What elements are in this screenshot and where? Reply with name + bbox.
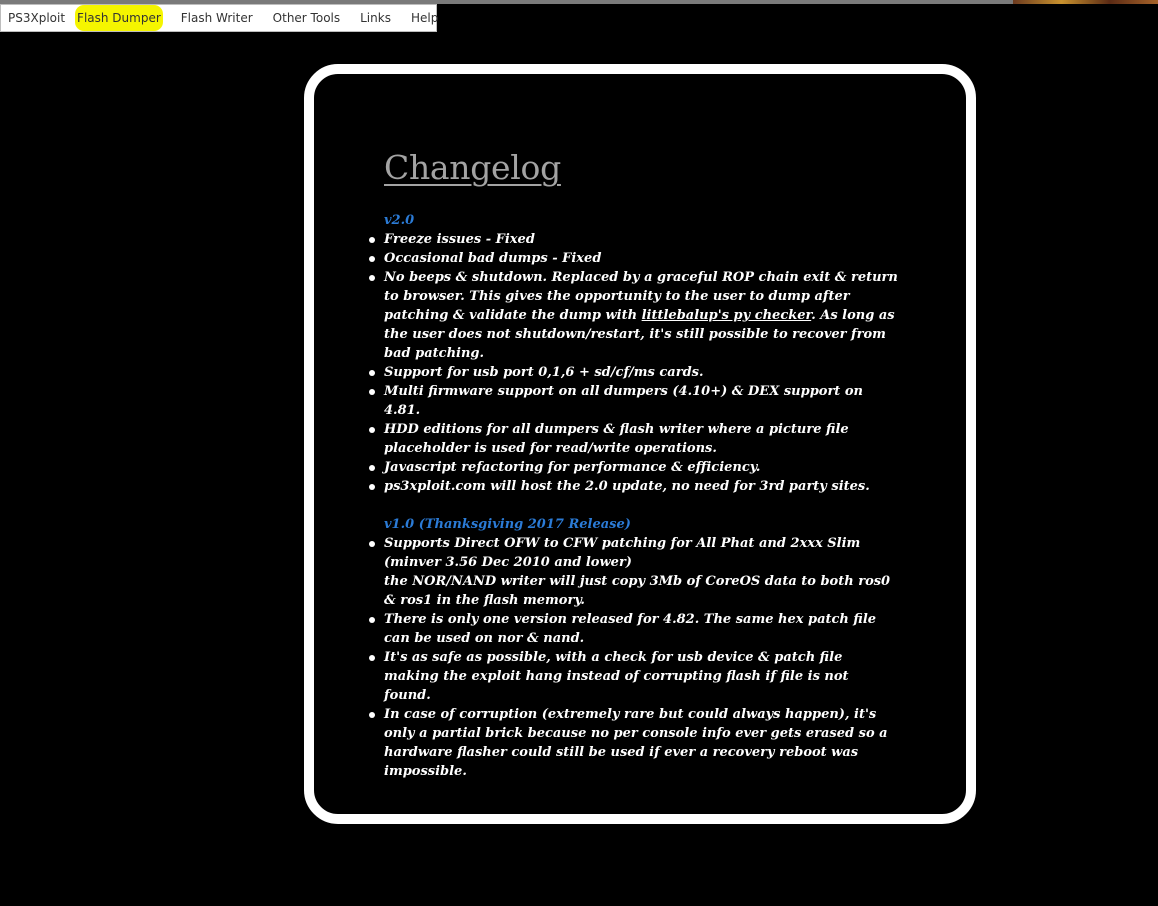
- list-item: [384, 249, 899, 268]
- list-item-text: It's as safe as possible, with a check for usb device & patch file making the exploit hang instead of corrupting flash if file is not found.: [384, 650, 849, 703]
- menu-item-ps3xploit[interactable]: PS3Xploit: [8, 11, 66, 25]
- version-heading-v1: v1.0 (Thanksgiving 2017 Release): [384, 517, 631, 532]
- list-item-text: the NOR/NAND writer will just copy 3Mb of CoreOS data to both ros0 & ros1 in the flash memory.: [384, 574, 891, 608]
- list-item-text: No beeps & shutdown. Replaced by a graceful ROP chain exit & return to browser. This gives the opportunity to the user to dump after patching & validate the dump with: [384, 270, 898, 323]
- menu-item-help[interactable]: Help: [410, 11, 439, 25]
- list-item-text: ps3xploit.com will host the 2.0 update, no need for 3rd party sites.: [384, 479, 870, 494]
- menu-item-flash-writer[interactable]: Flash Writer: [180, 11, 253, 25]
- bullet-icon: [369, 256, 375, 262]
- list-item: [384, 534, 899, 610]
- menu-item-flash-dumper[interactable]: Flash Dumper: [75, 5, 163, 31]
- list-item-text: Multi firmware support on all dumpers (4.10+) & DEX support on 4.81.: [384, 384, 863, 418]
- list-item: [384, 610, 899, 648]
- list-item-text: Support for usb port 0,1,6 + sd/cf/ms cards.: [384, 365, 704, 380]
- bullet-icon: [369, 617, 375, 623]
- py-checker-link[interactable]: littlebalup's py checker: [641, 308, 812, 323]
- list-item-text: . As long as the user does not shutdown/restart, it's still possible to recover from bad patching.: [384, 308, 895, 361]
- list-item-text: In case of corruption (extremely rare but could always happen), it's only a partial brick because no per console info ever gets erased so a hardware flasher could still be used if ever a recovery reboot was impossible.: [384, 707, 888, 779]
- bullet-icon: [369, 712, 375, 718]
- menu-item-links[interactable]: Links: [360, 11, 391, 25]
- menu-item-other-tools[interactable]: Other Tools: [272, 11, 341, 25]
- background-art-strip: [1013, 0, 1158, 4]
- list-item: [384, 648, 899, 705]
- list-item: [384, 382, 899, 420]
- list-item-text: HDD editions for all dumpers & flash writer where a picture file placeholder is used for read/write operations.: [384, 422, 849, 456]
- top-menu-bar: [0, 4, 437, 32]
- bullet-icon: [369, 655, 375, 661]
- list-item-text: Supports Direct OFW to CFW patching for All Phat and 2xxx Slim (minver 3.56 Dec 2010 and lower): [384, 536, 861, 570]
- list-item: [384, 458, 899, 477]
- changelog-content: [384, 148, 899, 781]
- bullet-icon: [369, 275, 375, 281]
- list-item: [384, 363, 899, 382]
- list-item-text: Freeze issues - Fixed: [384, 232, 535, 247]
- list-item: [384, 268, 899, 363]
- changelog-title: Changelog: [384, 148, 561, 187]
- bullet-icon: [369, 237, 375, 243]
- list-item-text: Occasional bad dumps - Fixed: [384, 251, 602, 266]
- changelog-list-v2: [384, 230, 899, 496]
- version-heading-v2: v2.0: [384, 213, 415, 228]
- list-item: [384, 477, 899, 496]
- list-item: [384, 420, 899, 458]
- changelog-panel: [304, 64, 976, 824]
- changelog-list-v1: [384, 534, 899, 781]
- list-item: [384, 230, 899, 249]
- bullet-icon: [369, 465, 375, 471]
- list-item-text: Javascript refactoring for performance & efficiency.: [384, 460, 761, 475]
- bullet-icon: [369, 484, 375, 490]
- bullet-icon: [369, 427, 375, 433]
- list-item-text: There is only one version released for 4.82. The same hex patch file can be used on nor & nand.: [384, 612, 877, 646]
- bullet-icon: [369, 370, 375, 376]
- bullet-icon: [369, 389, 375, 395]
- bullet-icon: [369, 541, 375, 547]
- list-item: [384, 705, 899, 781]
